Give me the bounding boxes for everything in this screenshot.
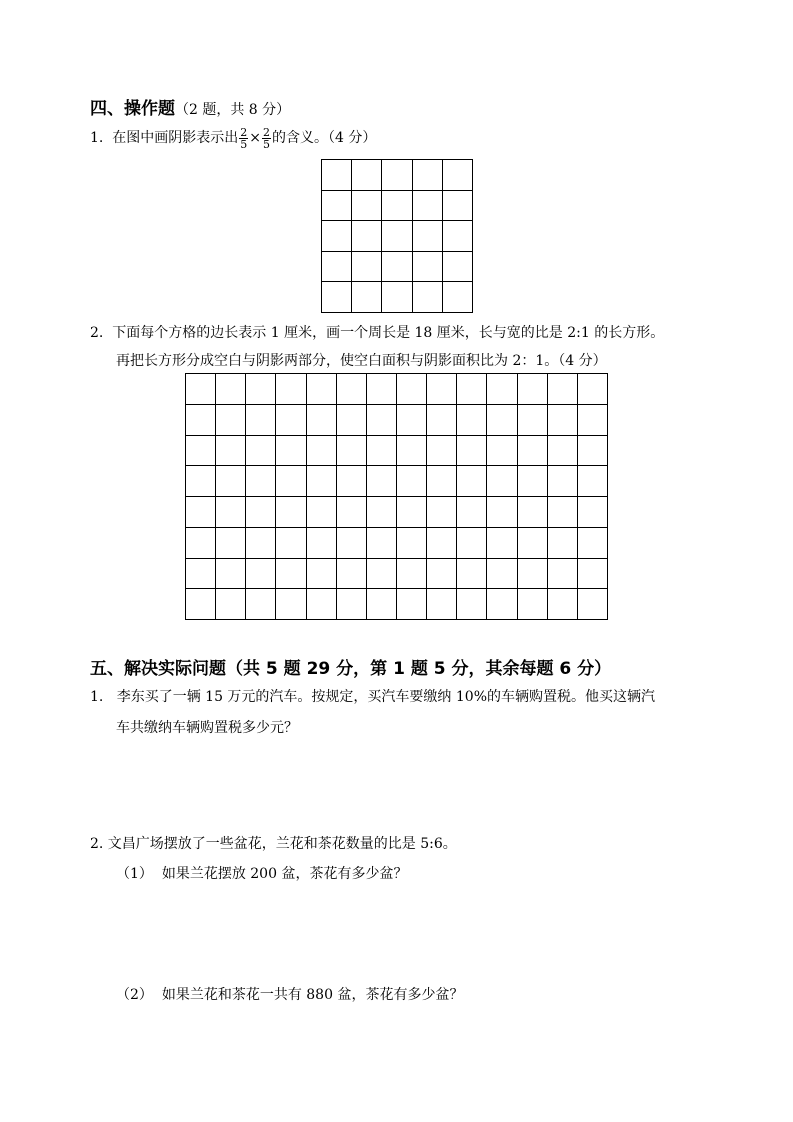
grid-cell[interactable] xyxy=(186,497,216,528)
grid-cell[interactable] xyxy=(216,527,246,558)
grid-cell[interactable] xyxy=(427,404,457,435)
grid-cell[interactable] xyxy=(487,527,517,558)
grid-cell[interactable] xyxy=(366,558,396,589)
grid-cell[interactable] xyxy=(352,160,382,191)
fraction-2-denominator: 5 xyxy=(263,137,270,151)
question-4-2-line1 xyxy=(90,322,664,342)
grid-cell[interactable] xyxy=(577,466,607,497)
sub-question-text: 如果兰花和茶花一共有 880 盆，茶花有多少盆？ xyxy=(161,987,464,1003)
grid-cell[interactable] xyxy=(186,558,216,589)
grid-cell[interactable] xyxy=(487,558,517,589)
grid-cell[interactable] xyxy=(427,466,457,497)
grid-cell[interactable] xyxy=(577,558,607,589)
grid-cell[interactable] xyxy=(336,527,366,558)
grid-cell[interactable] xyxy=(336,404,366,435)
grid-cell[interactable] xyxy=(366,466,396,497)
grid-row xyxy=(186,435,608,466)
fraction-2-numerator: 2 xyxy=(263,125,270,139)
grid-row xyxy=(186,374,608,405)
grid-cell[interactable] xyxy=(577,497,607,528)
sub-question-label: （2） xyxy=(116,987,153,1003)
grid-cell[interactable] xyxy=(517,435,547,466)
grid-cell[interactable] xyxy=(547,466,577,497)
grid-cell[interactable] xyxy=(457,558,487,589)
grid-cell[interactable] xyxy=(322,221,352,252)
grid-cell[interactable] xyxy=(517,527,547,558)
grid-cell[interactable] xyxy=(487,374,517,405)
grid-cell[interactable] xyxy=(306,589,336,620)
grid-cell[interactable] xyxy=(457,466,487,497)
grid-cell[interactable] xyxy=(186,374,216,405)
grid-cell[interactable] xyxy=(366,589,396,620)
grid-row xyxy=(322,282,473,313)
grid-cell[interactable] xyxy=(322,160,352,191)
grid-cell[interactable] xyxy=(396,527,426,558)
question-text-before: 在图中画阴影表示出 xyxy=(112,130,239,146)
grid-cell[interactable] xyxy=(246,497,276,528)
grid-row xyxy=(322,160,473,191)
question-4-2-line2: 再把长方形分成空白与阴影两部分，使空白面积与阴影面积比为 2：1。（4 分） xyxy=(116,353,607,369)
grid-cell[interactable] xyxy=(366,404,396,435)
grid-cell[interactable] xyxy=(517,466,547,497)
grid-row xyxy=(322,251,473,282)
grid-cell[interactable] xyxy=(246,558,276,589)
question-text-after: 的含义。（4 分） xyxy=(272,130,377,146)
grid-cell[interactable] xyxy=(336,374,366,405)
grid-cell[interactable] xyxy=(427,589,457,620)
grid-row xyxy=(186,466,608,497)
grid-cell[interactable] xyxy=(487,435,517,466)
grid-cell[interactable] xyxy=(427,558,457,589)
grid-cell[interactable] xyxy=(216,466,246,497)
grid-cell[interactable] xyxy=(336,497,366,528)
grid-cell[interactable] xyxy=(216,558,246,589)
grid-cell[interactable] xyxy=(336,589,366,620)
grid-cell[interactable] xyxy=(216,589,246,620)
grid-cell[interactable] xyxy=(427,435,457,466)
grid-cell[interactable] xyxy=(577,374,607,405)
grid-cell[interactable] xyxy=(457,527,487,558)
grid-cell[interactable] xyxy=(412,190,442,221)
grid-cell[interactable] xyxy=(322,190,352,221)
grid-cell[interactable] xyxy=(336,466,366,497)
question-5-2-sub2 xyxy=(116,984,463,1004)
grid-cell[interactable] xyxy=(246,435,276,466)
grid-cell[interactable] xyxy=(457,404,487,435)
grid-row xyxy=(322,221,473,252)
grid-row xyxy=(186,589,608,620)
fraction-1-numerator: 2 xyxy=(240,125,248,139)
grid-cell[interactable] xyxy=(442,221,472,252)
grid-cell[interactable] xyxy=(577,435,607,466)
grid-cell[interactable] xyxy=(547,589,577,620)
grid-cell[interactable] xyxy=(442,160,472,191)
grid-cell[interactable] xyxy=(457,374,487,405)
grid-cell[interactable] xyxy=(352,221,382,252)
grid-cell[interactable] xyxy=(427,527,457,558)
grid-cell[interactable] xyxy=(306,404,336,435)
grid-cell[interactable] xyxy=(412,251,442,282)
grid-cell[interactable] xyxy=(427,497,457,528)
question-5-1-line1 xyxy=(90,686,655,706)
grid-cell[interactable] xyxy=(396,435,426,466)
grid-cell[interactable] xyxy=(246,374,276,405)
grid-cell[interactable] xyxy=(517,404,547,435)
grid-cell[interactable] xyxy=(322,251,352,282)
grid-cell[interactable] xyxy=(366,374,396,405)
grid-cell[interactable] xyxy=(427,374,457,405)
grid-cell[interactable] xyxy=(547,404,577,435)
grid-cell[interactable] xyxy=(322,282,352,313)
grid-cell[interactable] xyxy=(382,160,412,191)
grid-cell[interactable] xyxy=(412,282,442,313)
section-4-header xyxy=(90,94,290,119)
grid-cell[interactable] xyxy=(352,190,382,221)
grid-cell[interactable] xyxy=(517,558,547,589)
question-4-1 xyxy=(90,124,376,152)
grid-cell[interactable] xyxy=(382,190,412,221)
grid-row xyxy=(186,404,608,435)
grid-cell[interactable] xyxy=(306,558,336,589)
grid-cell[interactable] xyxy=(487,404,517,435)
grid-cell[interactable] xyxy=(517,374,547,405)
grid-cell[interactable] xyxy=(382,221,412,252)
question-number: 1. xyxy=(90,130,104,146)
sub-question-text: 如果兰花摆放 200 盆，茶花有多少盆？ xyxy=(161,866,408,882)
grid-cell[interactable] xyxy=(547,374,577,405)
grid-cell[interactable] xyxy=(442,251,472,282)
grid-cell[interactable] xyxy=(442,190,472,221)
grid-cell[interactable] xyxy=(517,497,547,528)
grid-row xyxy=(322,190,473,221)
grid-cell[interactable] xyxy=(276,374,306,405)
grid-cell[interactable] xyxy=(276,527,306,558)
grid-cell[interactable] xyxy=(487,497,517,528)
grid-cell[interactable] xyxy=(366,435,396,466)
grid-cell[interactable] xyxy=(352,251,382,282)
grid-cell[interactable] xyxy=(487,589,517,620)
grid-cell[interactable] xyxy=(276,497,306,528)
grid-cell[interactable] xyxy=(336,558,366,589)
section-4-title: 四、操作题 xyxy=(90,99,175,119)
grid-cell[interactable] xyxy=(306,527,336,558)
grid-cell[interactable] xyxy=(276,404,306,435)
grid-cell[interactable] xyxy=(412,221,442,252)
grid-cell[interactable] xyxy=(396,589,426,620)
fraction-1 xyxy=(239,127,248,150)
grid-cell[interactable] xyxy=(352,282,382,313)
grid-cell[interactable] xyxy=(396,497,426,528)
grid-cell[interactable] xyxy=(547,497,577,528)
question-5-2-intro: 2. 文昌广场摆放了一些盆花，兰花和茶花数量的比是 5:6。 xyxy=(90,836,457,852)
grid-cell[interactable] xyxy=(276,589,306,620)
grid-cell[interactable] xyxy=(396,558,426,589)
grid-cell[interactable] xyxy=(412,160,442,191)
grid-cell[interactable] xyxy=(276,558,306,589)
question-5-1-line2: 车共缴纳车辆购置税多少元？ xyxy=(116,720,298,736)
grid-cell[interactable] xyxy=(246,527,276,558)
grid-cell[interactable] xyxy=(547,558,577,589)
question-text: 下面每个方格的边长表示 1 厘米，画一个周长是 18 厘米，长与宽的比是 2:1 的长方形。 xyxy=(112,325,665,341)
section-4-note: （2 题，共 8 分） xyxy=(175,102,291,118)
grid-cell[interactable] xyxy=(442,282,472,313)
grid-cell[interactable] xyxy=(216,404,246,435)
grid-cell[interactable] xyxy=(547,435,577,466)
grid-cell[interactable] xyxy=(577,404,607,435)
grid-cell[interactable] xyxy=(306,374,336,405)
grid-row xyxy=(186,497,608,528)
grid-cell[interactable] xyxy=(186,435,216,466)
grid-cell[interactable] xyxy=(517,589,547,620)
grid-cell[interactable] xyxy=(366,497,396,528)
grid-cell[interactable] xyxy=(577,589,607,620)
grid-cell[interactable] xyxy=(246,404,276,435)
grid-cell[interactable] xyxy=(336,435,366,466)
grid-cell[interactable] xyxy=(216,435,246,466)
fraction-1-denominator: 5 xyxy=(240,137,248,151)
grid-cell[interactable] xyxy=(306,497,336,528)
drawing-grid-8x14[interactable] xyxy=(185,373,608,620)
grid-cell[interactable] xyxy=(306,435,336,466)
question-number: 2. xyxy=(90,325,104,341)
question-5-2-sub1 xyxy=(116,863,407,883)
grid-cell[interactable] xyxy=(457,497,487,528)
fraction-2 xyxy=(262,127,271,150)
grid-cell[interactable] xyxy=(306,466,336,497)
sub-question-label: （1） xyxy=(116,866,153,882)
grid-cell[interactable] xyxy=(487,466,517,497)
grid-cell[interactable] xyxy=(366,527,396,558)
grid-row xyxy=(186,527,608,558)
grid-cell[interactable] xyxy=(276,435,306,466)
grid-cell[interactable] xyxy=(186,527,216,558)
grid-cell[interactable] xyxy=(216,497,246,528)
grid-cell[interactable] xyxy=(396,466,426,497)
question-text: 李东买了一辆 15 万元的汽车。按规定，买汽车要缴纳 10%的车辆购置税。他买这辆汽 xyxy=(116,689,655,705)
grid-cell[interactable] xyxy=(396,374,426,405)
grid-cell[interactable] xyxy=(216,374,246,405)
section-5-title: 五、解决实际问题（共 5 题 29 分，第 1 题 5 分，其余每题 6 分） xyxy=(90,659,612,679)
grid-cell[interactable] xyxy=(186,589,216,620)
grid-cell[interactable] xyxy=(186,404,216,435)
grid-cell[interactable] xyxy=(457,435,487,466)
grid-cell[interactable] xyxy=(577,527,607,558)
grid-cell[interactable] xyxy=(246,466,276,497)
grid-cell[interactable] xyxy=(276,466,306,497)
grid-cell[interactable] xyxy=(547,527,577,558)
grid-cell[interactable] xyxy=(382,282,412,313)
grid-cell[interactable] xyxy=(186,466,216,497)
grid-cell[interactable] xyxy=(246,589,276,620)
grid-cell[interactable] xyxy=(396,404,426,435)
grid-cell[interactable] xyxy=(457,589,487,620)
grid-row xyxy=(186,558,608,589)
times-sign: × xyxy=(249,130,261,146)
question-number: 1. xyxy=(90,689,104,705)
drawing-grid-5x5[interactable] xyxy=(321,159,473,313)
grid-cell[interactable] xyxy=(382,251,412,282)
